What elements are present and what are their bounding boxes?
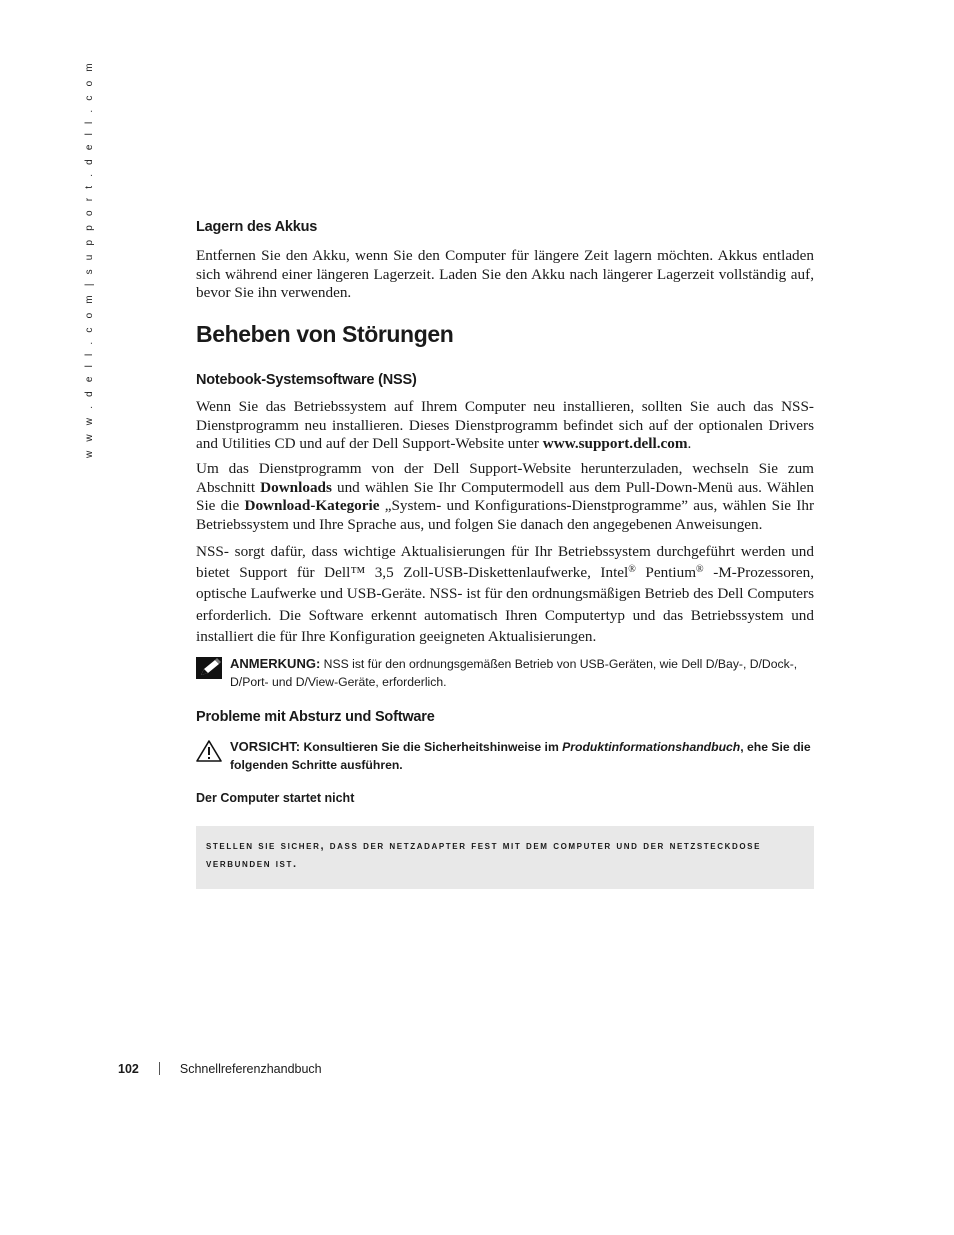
caution-vorsicht: VORSICHT: Konsultieren Sie die Sicherheitshinweise im Produktinformationshandbuch, ehe Sie die folgenden Schritte ausführen. [196, 738, 814, 774]
warning-triangle-icon [196, 740, 222, 762]
note-anmerkung: ANMERKUNG: NSS ist für den ordnungsgemäßen Betrieb von USB-Geräten, wie Dell D/Bay-, D/Dock-, D/Port- und D/View-Geräte, erforderlich. [196, 655, 814, 691]
heading-probleme-mit-absturz: Probleme mit Absturz und Software [196, 709, 435, 725]
step-box [196, 826, 814, 889]
paragraph-nss-1: Wenn Sie das Betriebssystem auf Ihrem Computer neu installieren, sollten Sie auch das NSS-Dienstprogramm neu installieren. Dieses Dienstprogramm befindet sich auf der optionalen Drivers and Utilities CD und auf der Dell Support-Website unter www.support.dell.com. [196, 398, 814, 453]
sidebar-url: w w w . d e l l . c o m | s u p p o r t . d e l l . c o m [84, 60, 95, 458]
paragraph-nss-2: Um das Dienstprogramm von der Dell Support-Website herunterzuladen, wechseln Sie zum Abschnitt Downloads und wählen Sie Ihr Computermodell aus dem Pull-Down-Menü aus. Wählen Sie die Download-Kategorie „System- und Konfigurations-Dienstprogramme” aus, wählen Sie Ihr Betriebssystem und Ihre Sprache aus, und folgen Sie danach den angegebenen Anweisungen. [196, 460, 814, 533]
subheading-computer-startet-nicht: Der Computer startet nicht [196, 791, 355, 805]
paragraph-lagern: Entfernen Sie den Akku, wenn Sie den Computer für längere Zeit lagern möchten. Akkus entladen sich während einer längeren Lagerzeit. Laden Sie den Akku nach längerer Lagerzeit vollständig auf, bevor Sie ihn verwenden. [196, 247, 814, 302]
footer-title: Schnellreferenzhandbuch [179, 1062, 322, 1076]
heading-nss: Notebook-Systemsoftware (NSS) [196, 372, 417, 388]
heading-lagern-des-akkus: Lagern des Akkus [196, 219, 318, 235]
support-link[interactable]: www.support.dell.com [542, 435, 688, 453]
paragraph-nss-3: NSS- sorgt dafür, dass wichtige Aktualisierungen für Ihr Betriebssystem durchgeführt werden und bietet Support für Dell™ 3,5 Zoll-USB-Diskettenlaufwerke, Intel® Pentium® -M-Prozessoren, optische Laufwerke und USB-Geräte. NSS- ist für den ordnungsmäßigen Betrieb des Dell Computers erforderlich. Die Software erkennt automatisch Ihren Computertyp und das Betriebssystem und installiert die für Ihre Konfiguration geeigneten Aktualisierungen. [196, 543, 814, 645]
pencil-note-icon [196, 657, 222, 679]
step-text: stellen sie sicher, dass der netzadapter fest mit dem computer und der netzsteckdose verbunden ist. [206, 840, 762, 870]
footer-divider [159, 1062, 160, 1075]
page-number: 102 [118, 1062, 139, 1076]
heading-beheben-von-stoerungen: Beheben von Störungen [196, 321, 454, 347]
page-footer [118, 1062, 322, 1076]
